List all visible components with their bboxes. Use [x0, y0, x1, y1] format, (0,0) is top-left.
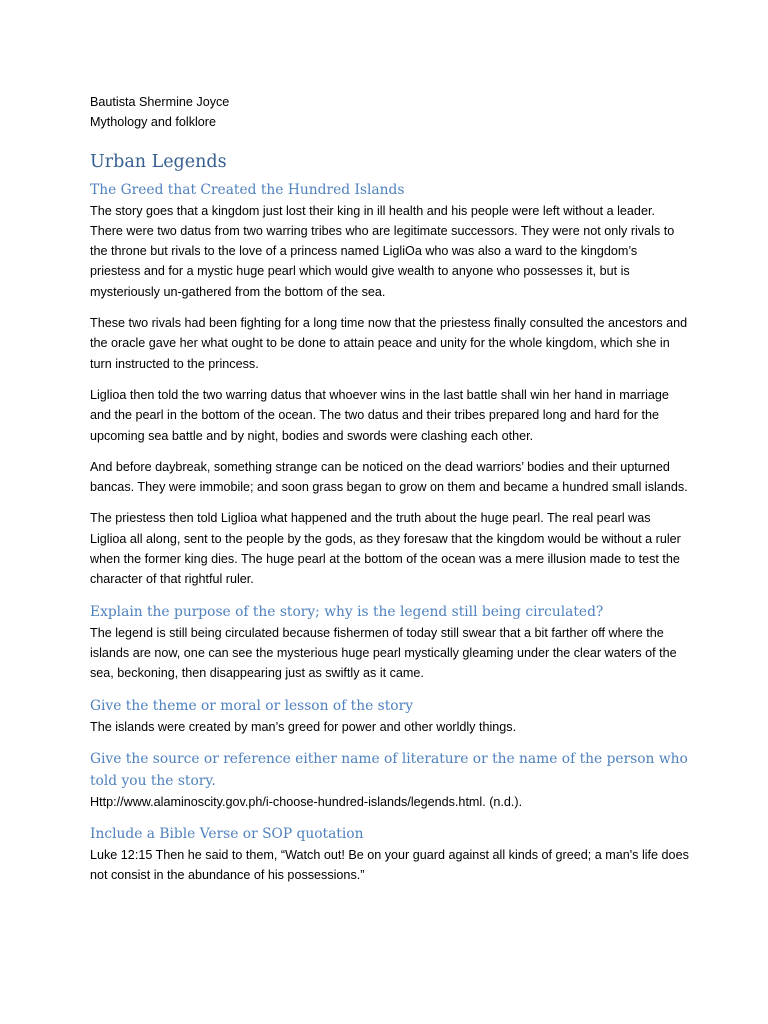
document-page — [90, 92, 690, 886]
section-theme — [90, 695, 690, 737]
section-bible-verse — [90, 823, 690, 886]
purpose-paragraph: The legend is still being circulated because fishermen of today still swear that a bit farther off where the islands are now, one can see the mysterious huge pearl mystically gleaming under the clear waters of the sea, beckoning, then disappearing just as swiftly as it came. — [90, 625, 677, 681]
section-heading: Give the theme or moral or lesson of the story — [90, 697, 413, 714]
story-paragraph: The priestess then told Liglioa what happened and the truth about the huge pearl. The real pearl was Liglioa all along, sent to the people by the gods, as they foresaw that the kingdom would be without a ruler when the former king dies. The huge pearl at the bottom of the ocean was a mere illusion made to test the character of that rightful ruler. — [90, 511, 681, 587]
section-heading: Include a Bible Verse or SOP quotation — [90, 826, 364, 843]
story-paragraph: These two rivals had been fighting for a long time now that the priestess finally consulted the ancestors and the oracle gave her what ought to be done to attain peace and unity for the whole kingdom, which she in turn instructed to the princess. — [90, 316, 688, 371]
bible-verse-quote: Luke 12:15 Then he said to them, “Watch out! Be on your guard against all kinds of greed; a man's life does not consist in the abundance of his possessions.” — [90, 848, 689, 883]
source-reference: Http://www.alaminoscity.gov.ph/i-choose-hundred-islands/legends.html. (n.d.). — [90, 794, 523, 809]
author-name: Bautista Shermine Joyce — [90, 95, 230, 109]
document-title: Urban Legends — [90, 151, 227, 172]
section-purpose — [90, 601, 690, 684]
section-heading: Give the source or reference either name of literature or the name of the person who told you the story. — [90, 750, 688, 789]
section-heading: Explain the purpose of the story; why is the legend still being circulated? — [90, 603, 604, 620]
story-paragraph: And before daybreak, something strange can be noticed on the dead warriors’ bodies and their upturned bancas. They were immobile; and soon grass began to grow on them and became a hundred small islands. — [90, 459, 688, 495]
story-paragraph: The story goes that a kingdom just lost their king in ill health and his people were left without a leader. There were two datus from two warring tribes who are legitimate successors. They were not only rivals to the throne but rivals to the love of a princess named LigliOa who was also a ward to the kingdom’s priestess and for a mystic huge pearl which would give wealth to anyone who possesses it, but is mysteriously un-gathered from the bottom of the sea. — [90, 203, 675, 299]
story-paragraph: Liglioa then told the two warring datus that whoever wins in the last battle shall win her hand in marriage and the pearl in the bottom of the ocean. The two datus and their tribes prepared long and hard for the upcoming sea battle and by night, bodies and swords were clashing each other. — [90, 387, 669, 443]
course-name: Mythology and folklore — [90, 115, 217, 130]
theme-paragraph: The islands were created by man’s greed for power and other worldly things. — [90, 719, 517, 734]
section-story — [90, 179, 690, 590]
section-source — [90, 748, 690, 812]
section-heading: The Greed that Created the Hundred Islands — [90, 181, 405, 198]
